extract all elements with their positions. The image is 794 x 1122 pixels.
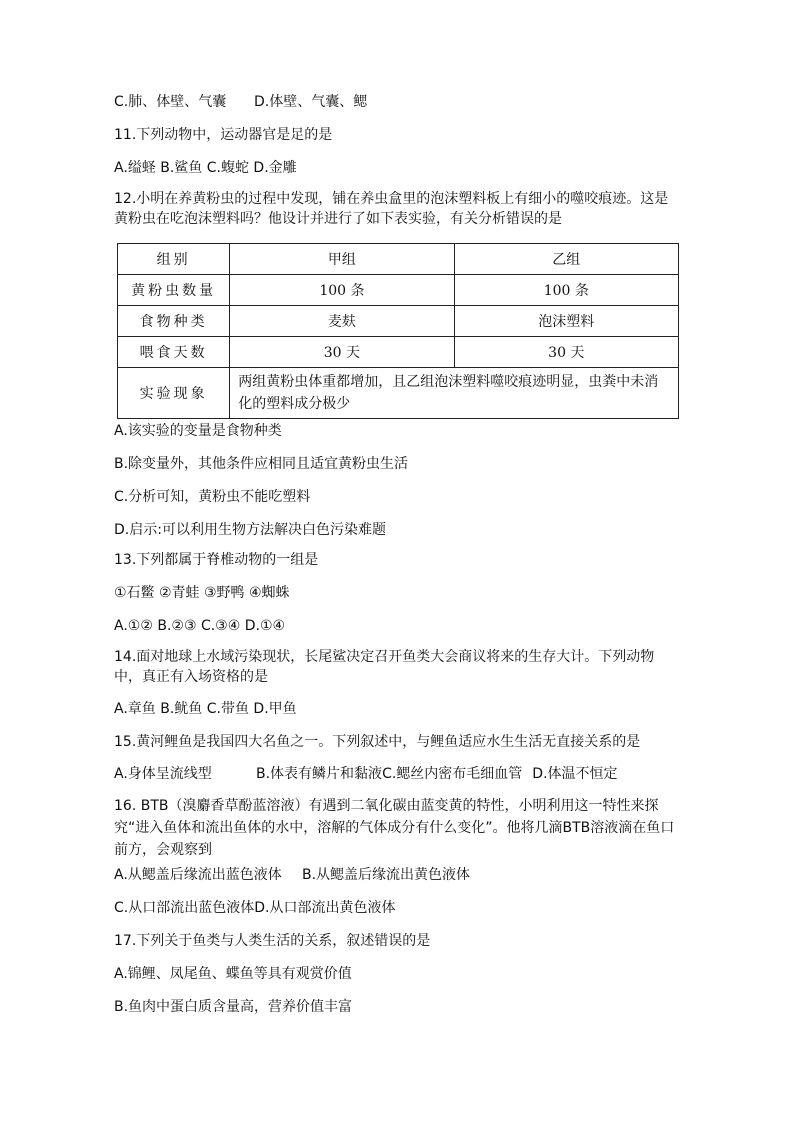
- q16-option-d: D.从口部流出黄色液体: [254, 900, 396, 916]
- table-header-row: [118, 244, 679, 275]
- q17-stem: 17.下列关于鱼类与人类生活的关系，叙述错误的是: [114, 933, 431, 949]
- table-cell: 30 天: [230, 337, 454, 368]
- q15-option-c: C.鳃丝内密布毛细血管: [382, 766, 523, 782]
- q11-options: A.缢蛏 B.鲨鱼 C.蝮蛇 D.金雕: [114, 160, 297, 176]
- q17-option-b: B.鱼肉中蛋白质含量高，营养价值丰富: [114, 999, 353, 1015]
- table-cell: 100 条: [230, 275, 454, 306]
- q13-items: ①石鳖 ②青蛙 ③野鸭 ④蜘蛛: [114, 585, 290, 601]
- table-row: [118, 275, 679, 306]
- q16-options-ab: [114, 866, 470, 884]
- table-header-cell: 组别: [118, 244, 230, 275]
- q12-stem: 12.小明在养黄粉虫的过程中发现，铺在养虫盒里的泡沫塑料板上有细小的噬咬痕迹。这是黄粉虫在吃泡沫塑料吗？他设计并进行了如下表实验，有关分析错误的是: [114, 191, 669, 227]
- q12-option-a: A.该实验的变量是食物种类: [114, 423, 282, 439]
- q17-option-a: A.锦鲤、凤尾鱼、蝶鱼等具有观赏价值: [114, 966, 352, 982]
- q14-options: A.章鱼 B.鱿鱼 C.带鱼 D.甲鱼: [114, 701, 297, 717]
- q12-option-c: C.分析可知，黄粉虫不能吃塑料: [114, 489, 311, 505]
- q16-option-a: A.从鳃盖后缘流出蓝色液体: [114, 867, 282, 883]
- q10-option-c: C.肺、体壁、气囊: [114, 94, 227, 110]
- q12-option-b: B.除变量外，其他条件应相同且适宜黄粉虫生活: [114, 456, 409, 472]
- table-header-cell: 乙组: [454, 244, 678, 275]
- q12-option-d: D.启示:可以利用生物方法解决白色污染难题: [114, 522, 386, 538]
- table-cell: 喂食天数: [118, 337, 230, 368]
- q16-options-cd: [114, 899, 395, 917]
- q15-options: [114, 765, 618, 783]
- table-header-cell: 甲组: [230, 244, 454, 275]
- table-row: [118, 306, 679, 337]
- q16-option-b: B.从鳃盖后缘流出黄色液体: [302, 867, 471, 883]
- q10-option-d: D.体壁、气囊、鳃: [254, 94, 368, 110]
- q15-option-a: A.身体呈流线型: [114, 766, 212, 782]
- q15-option-d: D.体温不恒定: [532, 766, 618, 782]
- table-cell: 实验现象: [118, 368, 230, 419]
- table-row-observation: [118, 368, 679, 419]
- q10-options-cd: [114, 93, 367, 111]
- table-cell: 100 条: [454, 275, 678, 306]
- experiment-table: [117, 243, 679, 419]
- q15-stem: 15.黄河鲤鱼是我国四大名鱼之一。下列叙述中，与鲤鱼适应水生生活无直接关系的是: [114, 734, 641, 750]
- q11-stem: 11.下列动物中，运动器官是足的是: [114, 127, 333, 143]
- table-cell: 黄粉虫数量: [118, 275, 230, 306]
- table-cell: 30 天: [454, 337, 678, 368]
- q15-option-b: B.体表有鳞片和黏液: [256, 766, 383, 782]
- table-row: [118, 337, 679, 368]
- table-cell: 食物种类: [118, 306, 230, 337]
- q13-options: A.①② B.②③ C.③④ D.①④: [114, 618, 286, 634]
- table-cell: 泡沫塑料: [454, 306, 678, 337]
- q16-stem: 16. BTB（溴麝香草酚蓝溶液）有遇到二氧化碳由蓝变黄的特性，小明利用这一特性来探究“进入鱼体和流出鱼体的水中，溶解的气体成分有什么变化”。他将几滴BTB溶液滴在鱼口前方，会观察到: [114, 798, 675, 858]
- table-cell: 麦麸: [230, 306, 454, 337]
- q13-stem: 13.下列都属于脊椎动物的一组是: [114, 552, 319, 568]
- q16-option-c: C.从口部流出蓝色液体: [114, 900, 255, 916]
- q14-stem: 14.面对地球上水域污染现状，长尾鲨决定召开鱼类大会商议将来的生存大计。下列动物中，真正有入场资格的是: [114, 649, 655, 685]
- table-cell-observation: 两组黄粉虫体重都增加，且乙组泡沫塑料噬咬痕迹明显，虫粪中未消化的塑料成分极少: [230, 368, 679, 419]
